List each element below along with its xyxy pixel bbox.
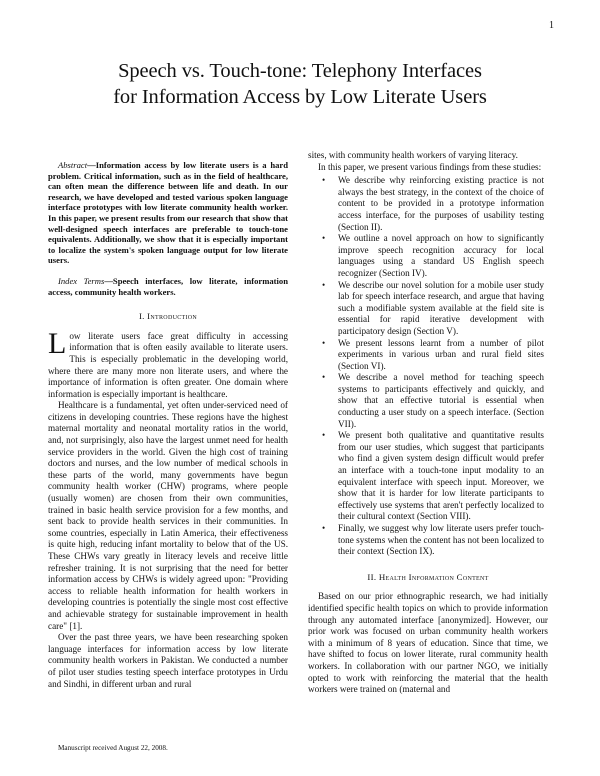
finding-item (308, 430, 548, 523)
finding-text: We describe our novel solution for a mobile user study lab for speech interface research, and argue that having such a modifiable system available at the field site is essential for rapid iterative development with participatory design (Section V). (338, 279, 544, 336)
abstract-label: Abstract (58, 160, 88, 170)
bullet-icon: • (322, 337, 326, 348)
bullet-icon: • (322, 372, 326, 383)
title-line-1: Speech vs. Touch-tone: Telephony Interfaces (118, 60, 482, 82)
finding-text: We describe a novel method for teaching speech systems to participants effectively and quickly, and show that an effective tutorial is essential when conducting a user study on a speech interface. (Section VII). (338, 372, 544, 429)
paper-title (40, 58, 560, 110)
bullet-icon: • (322, 523, 326, 533)
bullet-icon: • (322, 233, 326, 244)
finding-item (308, 280, 548, 338)
index-terms (48, 276, 288, 297)
finding-text: We present both qualitative and quantitative results from our user studies, which suggest that participants who find a given system design difficult would prefer an interface with a touch-tone input modality to an equivalent interface with speech input. Moreover, we show that it is harder for low literate participants to effectively use systems that aren't perfectly localized to their cultural context (Section VIII). (338, 430, 544, 522)
index-terms-label: Index Terms (58, 275, 105, 286)
bullet-icon: • (322, 175, 326, 186)
title-line-2: for Information Access by Low Literate Users (113, 86, 487, 108)
abstract (48, 160, 288, 266)
section-heading-health-content: II. Health Information Content (367, 571, 489, 582)
bullet-icon: • (322, 430, 326, 441)
findings-intro: In this paper, we present various findings from these studies: (318, 161, 542, 172)
finding-item (308, 338, 548, 373)
finding-text: We present lessons learnt from a number of pilot experiments in various urban and rural field sites (Section VI). (338, 337, 544, 371)
finding-item (308, 523, 548, 558)
intro-paragraph-3: Over the past three years, we have been researching spoken language interfaces for information access by low literate community health workers in Pakistan. We conducted a number of pilot user studies testing speech interface prototypes in Urdu and Sindhi, in different urban and rural (48, 632, 288, 689)
footnote: Manuscript received August 22, 2008. (58, 744, 168, 752)
right-column (308, 150, 548, 696)
section2-paragraph: Based on our prior ethnographic research, we had initially identified specific health topics on which to provide information through any automated interface [anonymized]. However, our prior work was focused on urban community health workers with a minimum of 8 years of education. Since that time, we have shifted to focus on lower literate, rural community health workers. In collaboration with our partner NGO, we initially opted to work with reinforcing the material that the health workers were trained on (maternal and (308, 591, 548, 695)
finding-text: We describe why reinforcing existing practice is not always the best strategy, in the context of the choice of content to be provided in a prototype information access interface, for the purposes of usability testing (Section II). (338, 175, 544, 232)
finding-item (308, 175, 548, 233)
index-terms-text: —Speech interfaces, low literate, information access, community health workers. (48, 275, 288, 297)
findings-list (308, 175, 548, 558)
abstract-text: —Information access by low literate users is a hard problem. Critical information, such as in the field of healthcare, can often mean the difference between life and death. In our research, we have developed and tested various spoken language interface prototypes with low literate community health worker. In this paper, we present results from our research that show that well-designed speech interfaces are preferable to touch-tone equivalents. Additionally, we show that it is especially important to localize the system's spoken language output for low literate users. (48, 160, 288, 266)
left-column (48, 160, 288, 690)
right-continuation: sites, with community health workers of varying literacy. (308, 150, 518, 160)
finding-text: Finally, we suggest why low literate users prefer touch-tone systems when the content has not been localized to their context (Section IX). (338, 523, 544, 557)
finding-text: We outline a novel approach on how to significantly improve speech recognition accuracy for local languages using a standard US English speech recognizer (Section IV). (338, 233, 544, 278)
finding-item (308, 233, 548, 279)
section-heading-introduction: I. Introduction (138, 311, 198, 322)
drop-cap: L (48, 326, 67, 360)
intro-paragraph-1-text: ow literate users face great difficulty in accessing information that is often easily available to literate users. This is especially problematic in the developing world, where there are many more non literate users, and where the importance of information is often greater. One domain where information is especially important is healthcare. (48, 330, 288, 399)
finding-item (308, 372, 548, 430)
intro-paragraph-2: Healthcare is a fundamental, yet often under-serviced need of citizens in developing countries. These regions have the highest maternal mortality and neonatal mortality ratios in the world, and, not surprisingly, also have the largest unmet need for health service providers in the world. Given the high cost of training doctors and nurses, and the low number of medical schools in these parts of the world, many governments have begun community health worker (CHW) programs, where people (usually women) are chosen from their own communities, trained in basic health service provision for a few months, and sent back to provide health services in their communities. In some countries, especially in Latin America, their effectiveness is quite high, reducing infant mortality to below that of the US. These CHWs vary greatly in literacy levels and receive little refresher training. It is not surprising that the need for better information access by CHWs is widely agreed upon: "Providing access to reliable health information for health workers in developing countries is potentially the single most cost effective and achievable strategy for sustainable improvement in health care" [1]. (48, 400, 288, 631)
intro-paragraph-1 (48, 326, 288, 401)
bullet-icon: • (322, 279, 326, 290)
page-number: 1 (549, 20, 554, 31)
